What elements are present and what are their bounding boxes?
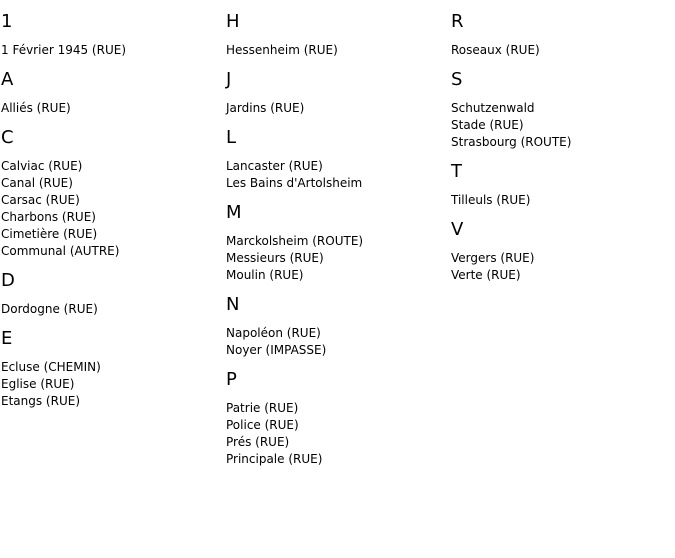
letter-heading: N xyxy=(226,294,240,315)
letter-group xyxy=(226,70,451,117)
street-link[interactable]: Etangs (RUE) xyxy=(1,394,80,408)
street-link[interactable]: Schutzenwald xyxy=(451,101,535,115)
street-link[interactable]: Les Bains d'Artolsheim xyxy=(226,176,363,190)
letter-group xyxy=(451,12,675,59)
street-link[interactable]: Marckolsheim (ROUTE) xyxy=(226,234,364,248)
street-list xyxy=(451,192,675,209)
letter-group xyxy=(451,162,675,209)
street-link[interactable]: Roseaux (RUE) xyxy=(451,43,540,57)
letter-group xyxy=(451,220,675,284)
letter-heading: A xyxy=(1,69,14,90)
street-list xyxy=(226,325,451,359)
street-link[interactable]: Canal (RUE) xyxy=(1,176,73,190)
letter-group xyxy=(451,70,675,151)
street-link[interactable]: Ecluse (CHEMIN) xyxy=(1,360,101,374)
letter-group xyxy=(1,70,226,117)
street-list xyxy=(451,250,675,284)
street-list xyxy=(1,100,226,117)
letter-heading: M xyxy=(226,202,242,223)
street-link[interactable]: Vergers (RUE) xyxy=(451,251,535,265)
street-link[interactable]: Messieurs (RUE) xyxy=(226,251,324,265)
street-link[interactable]: Lancaster (RUE) xyxy=(226,159,323,173)
street-link[interactable]: Noyer (IMPASSE) xyxy=(226,343,327,357)
street-link[interactable]: Dordogne (RUE) xyxy=(1,302,98,316)
letter-heading: H xyxy=(226,11,240,32)
index-column-2 xyxy=(226,12,451,479)
street-link[interactable]: Charbons (RUE) xyxy=(1,210,96,224)
street-link[interactable]: Tilleuls (RUE) xyxy=(451,193,531,207)
letter-heading: L xyxy=(226,127,237,148)
street-list xyxy=(451,100,675,151)
street-link[interactable]: Alliés (RUE) xyxy=(1,101,71,115)
street-link[interactable]: Verte (RUE) xyxy=(451,268,521,282)
street-link[interactable]: Moulin (RUE) xyxy=(226,268,304,282)
letter-group xyxy=(1,271,226,318)
street-list xyxy=(1,301,226,318)
street-list xyxy=(226,233,451,284)
letter-group xyxy=(1,12,226,59)
street-link[interactable]: Calviac (RUE) xyxy=(1,159,83,173)
letter-group xyxy=(226,128,451,192)
street-list xyxy=(1,359,226,410)
street-list xyxy=(226,42,451,59)
letter-heading: C xyxy=(1,127,14,148)
street-link[interactable]: Jardins (RUE) xyxy=(226,101,305,115)
street-link[interactable]: Patrie (RUE) xyxy=(226,401,299,415)
street-list xyxy=(226,100,451,117)
street-link[interactable]: Eglise (RUE) xyxy=(1,377,75,391)
letter-group xyxy=(226,370,451,468)
street-link[interactable]: Principale (RUE) xyxy=(226,452,323,466)
street-link[interactable]: Cimetière (RUE) xyxy=(1,227,98,241)
street-link[interactable]: Carsac (RUE) xyxy=(1,193,80,207)
letter-heading: S xyxy=(451,69,463,90)
street-list xyxy=(1,158,226,260)
index-column-1 xyxy=(1,12,226,421)
street-link[interactable]: Napoléon (RUE) xyxy=(226,326,321,340)
letter-heading: 1 xyxy=(1,11,13,32)
letter-group xyxy=(226,295,451,359)
letter-heading: P xyxy=(226,369,237,390)
letter-group xyxy=(1,329,226,410)
letter-heading: D xyxy=(1,270,15,291)
letter-group xyxy=(226,203,451,284)
street-link[interactable]: Stade (RUE) xyxy=(451,118,524,132)
street-list xyxy=(451,42,675,59)
street-list xyxy=(226,158,451,192)
index-column-3 xyxy=(451,12,675,295)
street-link[interactable]: Communal (AUTRE) xyxy=(1,244,120,258)
street-link[interactable]: Police (RUE) xyxy=(226,418,299,432)
letter-group xyxy=(1,128,226,260)
letter-heading: R xyxy=(451,11,464,32)
street-link[interactable]: 1 Février 1945 (RUE) xyxy=(1,43,126,57)
letter-group xyxy=(226,12,451,59)
letter-heading: T xyxy=(451,161,462,182)
street-link[interactable]: Hessenheim (RUE) xyxy=(226,43,338,57)
letter-heading: V xyxy=(451,219,464,240)
letter-heading: J xyxy=(226,69,232,90)
street-link[interactable]: Prés (RUE) xyxy=(226,435,290,449)
street-link[interactable]: Strasbourg (ROUTE) xyxy=(451,135,572,149)
street-list xyxy=(1,42,226,59)
street-list xyxy=(226,400,451,468)
letter-heading: E xyxy=(1,328,13,349)
